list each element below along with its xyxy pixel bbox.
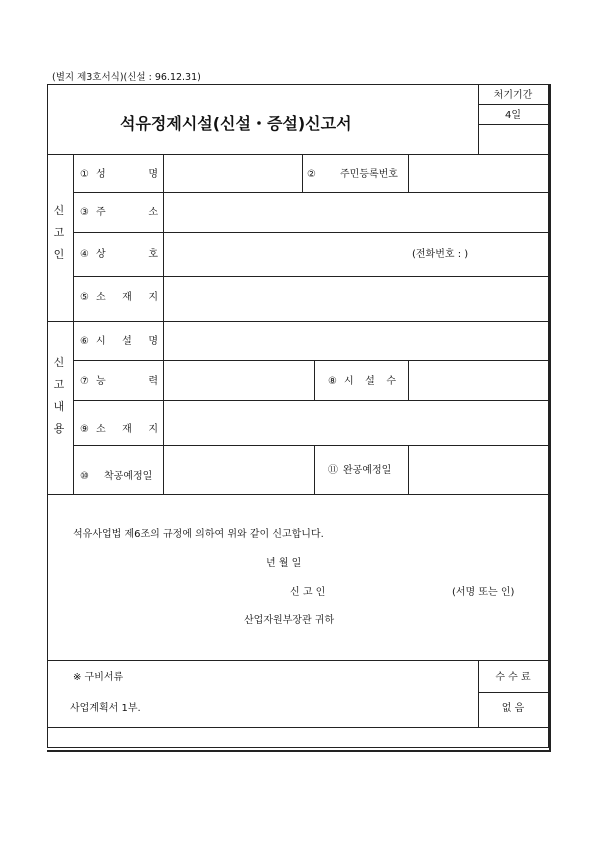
field-num: ④: [80, 249, 89, 260]
facility-name-field[interactable]: [164, 322, 547, 360]
facility-name-label: 시 설 명: [96, 336, 158, 347]
field-num: ⑩: [80, 471, 89, 482]
form-bottom-double-line: [47, 750, 549, 752]
phone-number-note: (전화번호 : ): [412, 249, 469, 260]
name-label: 성 명: [96, 169, 158, 180]
business-name-label: 상 호: [96, 249, 158, 260]
declaration-statement: 석유사업법 제6조의 규정에 의하여 위와 같이 신고합니다.: [73, 529, 324, 540]
location-field[interactable]: [164, 277, 547, 321]
facility-location-field[interactable]: [164, 401, 547, 445]
business-name-field[interactable]: [164, 233, 547, 276]
attachments-header: ※ 구비서류: [73, 672, 124, 683]
field-num: ②: [307, 169, 316, 180]
addressee: 산업자원부장관 귀하: [244, 615, 335, 626]
address-label: 주 소: [96, 207, 158, 218]
field-num: ⑥: [80, 336, 89, 347]
completion-date-field[interactable]: [409, 446, 547, 493]
form-header-note: (별지 제3호서식)(신설 : 96.12.31): [52, 72, 201, 83]
capacity-field[interactable]: [164, 361, 313, 400]
form-title: 석유정제시설(신설・증설)신고서: [120, 114, 352, 133]
completion-date-label: 완공예정일: [343, 465, 392, 476]
capacity-label: 능 력: [96, 376, 158, 387]
reporter-signature-label: 신 고 인: [290, 587, 326, 598]
field-num: ⑧: [328, 376, 337, 387]
field-num: ③: [80, 207, 89, 218]
facility-location-label: 소 재 지: [96, 424, 158, 435]
address-field[interactable]: [164, 193, 547, 232]
field-num: ①: [80, 169, 89, 180]
processing-period-value: 4일: [504, 110, 522, 121]
date-line: 년 월 일: [266, 558, 302, 569]
field-num: ⑦: [80, 376, 89, 387]
construction-start-field[interactable]: [164, 446, 313, 493]
signature-note: (서명 또는 인): [452, 587, 515, 598]
facility-count-label: 시 설 수: [344, 376, 396, 387]
resident-number-field[interactable]: [409, 155, 547, 191]
reporter-section-label: 신 고 인: [53, 204, 65, 261]
name-field[interactable]: [164, 155, 302, 191]
resident-number-label: 주민등록번호: [340, 169, 398, 180]
field-num: ⑪: [328, 465, 338, 476]
content-section-label: 신 고 내 용: [53, 356, 65, 435]
processing-period-label: 처기기간: [493, 90, 533, 101]
location-label: 소 재 지: [96, 292, 158, 303]
fee-value: 없 음: [501, 703, 525, 714]
fee-label: 수 수 료: [495, 672, 531, 683]
attachments-item: 사업계획서 1부.: [70, 703, 141, 714]
field-num: ⑤: [80, 292, 89, 303]
facility-count-field[interactable]: [409, 361, 547, 400]
construction-start-label: 착공예정일: [104, 471, 153, 482]
field-num: ⑨: [80, 424, 89, 435]
form-right-double-line: [549, 84, 551, 752]
